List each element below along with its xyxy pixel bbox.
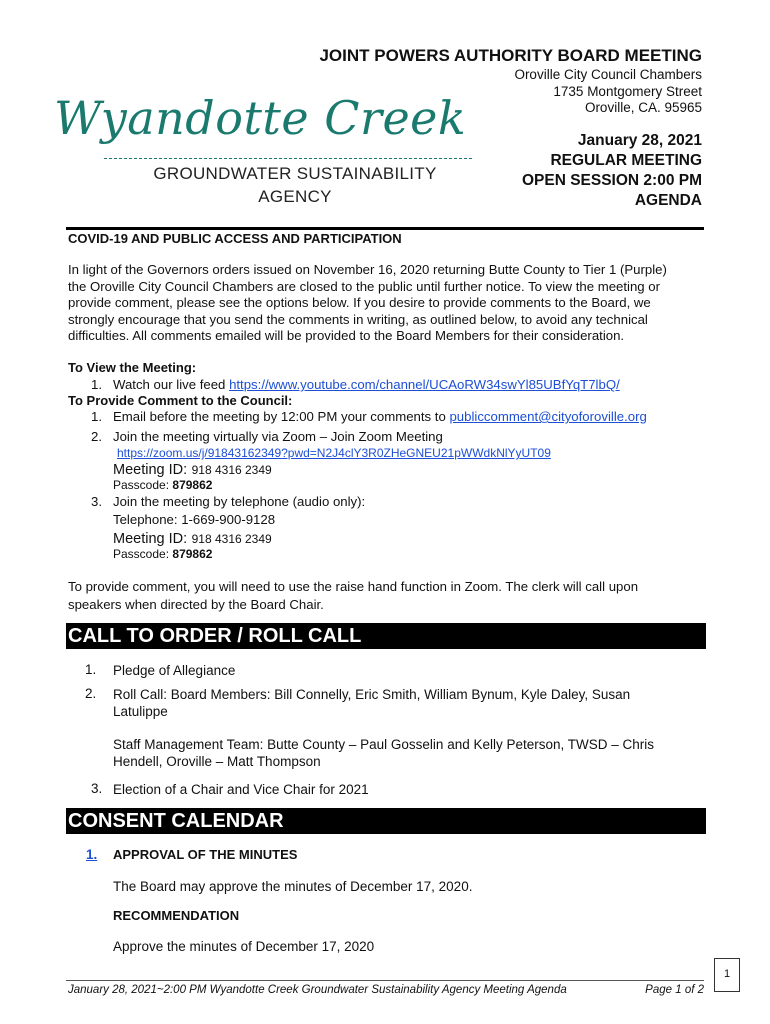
phone-passcode: [113, 547, 212, 561]
comment-item-number: 2.: [91, 429, 102, 444]
meeting-agenda-label: AGENDA: [634, 192, 702, 209]
covid-heading: COVID-19 AND PUBLIC ACCESS AND PARTICIPATION: [68, 231, 402, 246]
staff-line: Hendell, Oroville – Matt Thompson: [113, 754, 321, 769]
passcode-label: Passcode:: [113, 547, 170, 561]
recommendation-heading: RECOMMENDATION: [113, 908, 240, 923]
provide-comment-heading: To Provide Comment to the Council:: [68, 393, 293, 408]
paragraph-line: the Oroville City Council Chambers are closed to the public until further notice. To view the meeting or: [68, 278, 661, 294]
zoom-meeting-link[interactable]: https://zoom.us/j/91843162349?pwd=N2J4clY3R0ZHeGNEU21pWWdkNlYyUT09: [117, 446, 551, 460]
meeting-address: [514, 67, 702, 117]
page-number: Page 1 of 2: [645, 984, 704, 996]
page-corner-marker: 1: [714, 958, 740, 992]
closing-paragraph: [68, 578, 708, 614]
roll-call-line: Roll Call: Board Members: Bill Connelly, Eric Smith, William Bynum, Kyle Daley, Susan: [113, 687, 631, 702]
meeting-date: January 28, 2021: [577, 132, 702, 149]
email-text: Email before the meeting by 12:00 PM your comments to: [113, 409, 450, 424]
zoom-passcode: [113, 478, 212, 492]
meeting-id-label: Meeting ID:: [113, 462, 188, 478]
roll-call-item: [113, 686, 630, 720]
pledge-item: Pledge of Allegiance: [113, 663, 236, 678]
election-item: Election of a Chair and Vice Chair for 2021: [113, 782, 369, 797]
passcode-value: 879862: [172, 547, 213, 561]
phone-meeting-id: [113, 530, 272, 548]
view-item-number: 1.: [91, 377, 102, 392]
passcode-value: 879862: [172, 478, 213, 492]
header-rule: [66, 227, 704, 230]
footer-rule: [66, 980, 704, 981]
zoom-meeting-id: [113, 461, 272, 479]
paragraph-line: To provide comment, you will need to use the raise hand function in Zoom. The clerk will call upon: [68, 579, 639, 594]
item-number: 3.: [91, 781, 103, 796]
staff-line: Staff Management Team: Butte County – Paul Gosselin and Kelly Peterson, TWSD – Chris: [113, 737, 655, 752]
paragraph-line: speakers when directed by the Board Chair.: [68, 597, 324, 612]
meeting-info: [522, 131, 702, 211]
youtube-link[interactable]: https://www.youtube.com/channel/UCAoRW34swYl85UBfYqT7lbQ/: [229, 377, 620, 392]
meeting-id-value: 918 4316 2349: [191, 532, 272, 546]
footer-text: January 28, 2021~2:00 PM Wyandotte Creek Groundwater Sustainability Agency Meeting Agenda: [68, 984, 567, 996]
public-comment-email-link[interactable]: publiccomment@cityoforoville.org: [449, 409, 647, 424]
logo-divider: [104, 158, 472, 159]
call-to-order-bar: CALL TO ORDER / ROLL CALL: [66, 623, 706, 649]
telephone-number: Telephone: 1-669-900-9128: [113, 512, 276, 527]
consent-item-number-link[interactable]: 1.: [86, 847, 98, 862]
passcode-label: Passcode:: [113, 478, 170, 492]
comment-item-zoom: Join the meeting virtually via Zoom – Join Zoom Meeting: [113, 429, 443, 444]
comment-item-number: 1.: [91, 409, 102, 424]
comment-item-email: [113, 409, 647, 424]
agency-logo-subtitle-2: AGENCY: [258, 187, 332, 206]
minutes-text: The Board may approve the minutes of December 17, 2020.: [113, 879, 473, 894]
paragraph-line: In light of the Governors orders issued on November 16, 2020 returning Butte County to Tier 1 (Purple): [68, 262, 667, 277]
covid-paragraph: [68, 262, 708, 345]
minutes-heading: APPROVAL OF THE MINUTES: [113, 847, 298, 862]
comment-item-number: 3.: [91, 494, 102, 509]
comment-item-phone: Join the meeting by telephone (audio only):: [113, 494, 366, 509]
item-number: 1.: [85, 662, 97, 677]
meeting-type: REGULAR MEETING: [550, 152, 702, 169]
address-line: Oroville City Council Chambers: [514, 67, 702, 82]
paragraph-line: difficulties. All comments emailed will be provided to the Board Members for their consideration.: [68, 328, 625, 343]
paragraph-line: provide comment, please see the options below. If you desire to provide comments to the Board, we: [68, 295, 651, 310]
meeting-id-label: Meeting ID:: [113, 531, 188, 547]
meeting-session: OPEN SESSION 2:00 PM: [521, 172, 702, 189]
view-meeting-heading: To View the Meeting:: [68, 360, 197, 375]
view-item: [113, 377, 620, 392]
meeting-title: JOINT POWERS AUTHORITY BOARD MEETING: [319, 46, 702, 65]
meeting-id-value: 918 4316 2349: [191, 463, 272, 477]
roll-call-line: Latulippe: [113, 704, 168, 719]
paragraph-line: strongly encourage that you send the comments in writing, as outlined below, to avoid any technical: [68, 311, 648, 327]
consent-calendar-bar: CONSENT CALENDAR: [66, 808, 706, 834]
agency-logo-name: Wyandotte Creek: [54, 91, 467, 145]
address-line: 1735 Montgomery Street: [553, 83, 702, 99]
view-item-text: Watch our live feed: [113, 377, 230, 392]
staff-team: [113, 736, 654, 770]
item-number: 2.: [85, 686, 97, 701]
recommendation-text: Approve the minutes of December 17, 2020: [113, 939, 375, 954]
address-line: Oroville, CA. 95965: [584, 100, 702, 115]
agency-logo-subtitle: GROUNDWATER SUSTAINABILITY: [153, 164, 437, 183]
